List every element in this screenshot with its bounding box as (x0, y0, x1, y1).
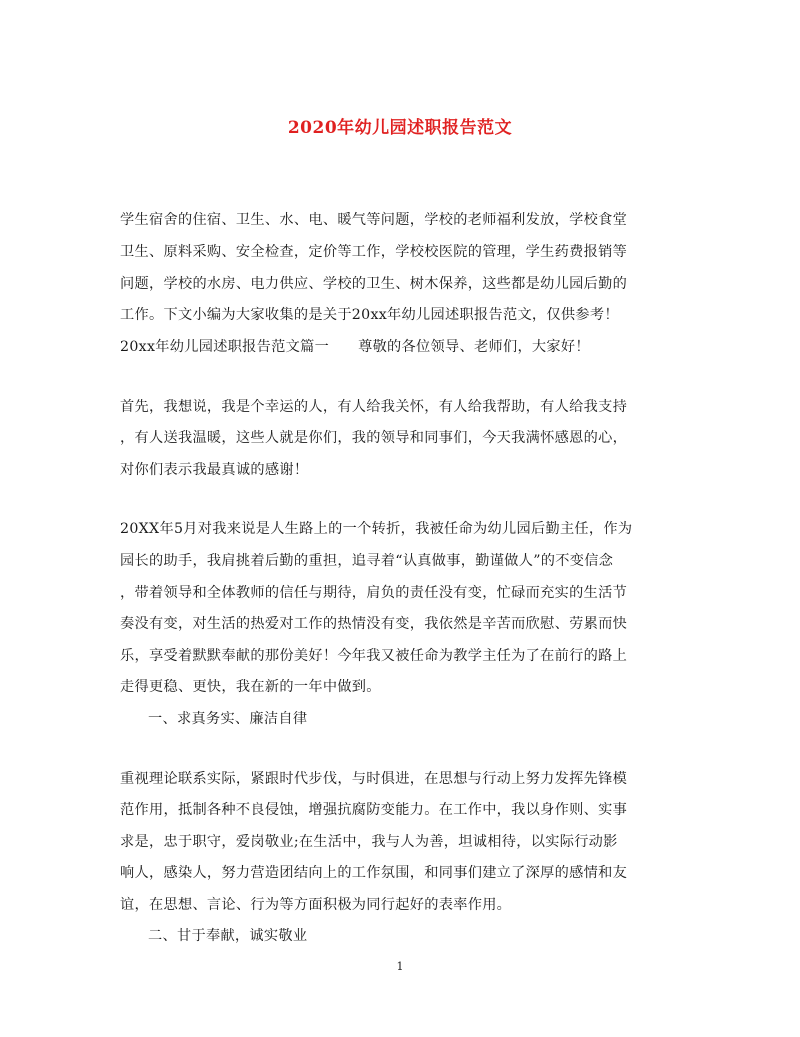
paragraph-line: 园长的助手，我肩挑着后勤的重担，追寻着“认真做事，勤谨做人”的不变信念 (120, 553, 614, 569)
paragraph-line: 求是，忠于职守，爱岗敬业;在生活中，我与人为善，坦诚相待，以实际行动影 (120, 834, 618, 850)
page-number: 1 (396, 960, 404, 973)
paragraph-line: 20xx年幼儿园述职报告范文篇一 尊敬的各位领导、老师们，大家好！ (120, 339, 590, 355)
paragraph-line: 范作用，抵制各种不良侵蚀，增强抗腐防变能力。在工作中，我以身作则、实事 (120, 802, 628, 818)
paragraph-line: 问题，学校的水房、电力供应、学校的卫生、树木保养，这些都是幼儿园后勤的 (120, 276, 628, 292)
paragraph-line: 奏没有变，对生活的热爱对工作的热情没有变，我依然是辛苦而欣慰、劳累而快 (120, 616, 628, 632)
paragraph-line: 重视理论联系实际，紧跟时代步伐，与时俱进，在思想与行动上努力发挥先锋模 (120, 771, 628, 787)
paragraph-line: 乐，享受着默默奉献的那份美好！今年我又被任命为教学主任为了在前行的路上 (120, 648, 628, 664)
document-title: 2020年幼儿园述职报告范文 (287, 118, 513, 138)
paragraph-line: 工作。下文小编为大家收集的是关于20xx年幼儿园述职报告范文，仅供参考！ (120, 307, 619, 323)
paragraph-line: 响人，感染人，努力营造团结向上的工作氛围，和同事们建立了深厚的感情和友 (120, 865, 628, 881)
section-heading: 一、求真务实、廉洁自律 (148, 711, 308, 727)
paragraph-line: 对你们表示我最真诚的感谢！ (120, 462, 309, 478)
paragraph-line: 20XX年5月对我来说是人生路上的一个转折，我被任命为幼儿园后勤主任，作为 (120, 521, 633, 537)
paragraph-line: 学生宿舍的住宿、卫生、水、电、暖气等问题，学校的老师福利发放，学校食堂 (120, 212, 628, 228)
section-heading: 二、甘于奉献，诚实敬业 (148, 928, 308, 944)
paragraph-line: ，带着领导和全体教师的信任与期待，肩负的责任没有变，忙碌而充实的生活节 (120, 585, 628, 601)
paragraph-line: 谊，在思想、言论、行为等方面积极为同行起好的表率作用。 (120, 897, 512, 913)
paragraph-line: 走得更稳、更快，我在新的一年中做到。 (120, 679, 381, 695)
paragraph-line: 卫生、原料采购、安全检查，定价等工作，学校校医院的管理，学生药费报销等 (120, 244, 628, 260)
paragraph-line: ，有人送我温暖，这些人就是你们，我的领导和同事们，今天我满怀感恩的心， (120, 430, 628, 446)
paragraph-line: 首先，我想说，我是个幸运的人，有人给我关怀，有人给我帮助，有人给我支持 (120, 399, 628, 415)
